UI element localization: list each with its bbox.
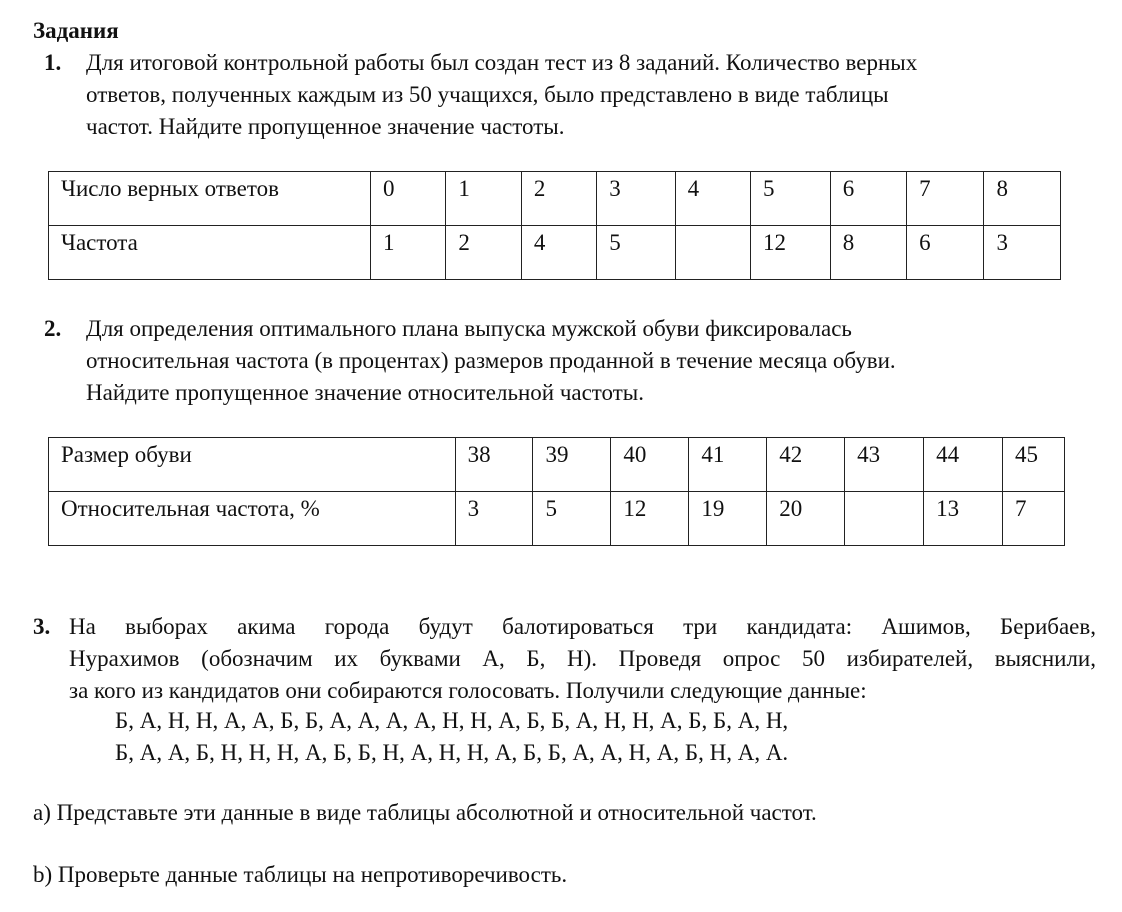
table-cell: 3	[984, 226, 1061, 280]
table-cell: 5	[751, 172, 831, 226]
task3-line-1: На выборах акима города будут балотироваться три кандидата: Ашимов, Берибаев,	[69, 614, 1096, 639]
table-cell: 7	[1003, 492, 1065, 546]
task3-data-line-1: Б, А, Н, Н, А, А, Б, Б, А, А, А, А, Н, Н, А, Б, Б, А, Н, Н, А, Б, Б, А, Н,	[115, 708, 789, 733]
answers-frequency-table	[48, 171, 1061, 280]
table-cell: 2	[446, 226, 521, 280]
task2-line-2: относительная частота (в процентах) размеров проданной в течение месяца обуви.	[86, 348, 896, 373]
table-cell-missing	[675, 226, 750, 280]
table-cell: Число верных ответов	[49, 172, 371, 226]
task1-line-1: Для итоговой контрольной работы был создан тест из 8 заданий. Количество верных	[86, 50, 918, 75]
table-cell: 12	[611, 492, 689, 546]
table-row	[49, 438, 1065, 492]
table-cell: 8	[830, 226, 906, 280]
table-cell: 4	[675, 172, 750, 226]
table-row	[49, 172, 1061, 226]
task3-line-2: Нурахимов (обозначим их буквами А, Б, Н). Проведя опрос 50 избирателей, выяснили,	[69, 646, 1096, 671]
table-cell: Относительная частота, %	[49, 492, 456, 546]
table-cell: 39	[533, 438, 611, 492]
table-cell: 12	[751, 226, 831, 280]
task2-line-1: Для определения оптимального плана выпуска мужской обуви фиксировалась	[86, 316, 852, 341]
table-cell: 42	[767, 438, 845, 492]
table-cell: 20	[767, 492, 845, 546]
task1-line-3: частот. Найдите пропущенное значение частоты.	[86, 114, 565, 139]
task1-number: 1.	[44, 50, 62, 75]
table-cell: 7	[907, 172, 984, 226]
table-cell: 1	[446, 172, 521, 226]
table-row	[49, 492, 1065, 546]
task3-data-line-2: Б, А, А, Б, Н, Н, Н, А, Б, Б, Н, А, Н, Н, А, Б, Б, А, А, Н, А, Б, Н, А, А.	[115, 740, 789, 765]
table-cell: 6	[830, 172, 906, 226]
table-row	[49, 226, 1061, 280]
table-cell: 44	[924, 438, 1003, 492]
page-title: Задания	[33, 18, 119, 43]
task2-line-3: Найдите пропущенное значение относительной частоты.	[86, 380, 644, 405]
table-cell: 38	[455, 438, 533, 492]
table-cell: 6	[907, 226, 984, 280]
table-cell: 0	[370, 172, 445, 226]
table-cell: 41	[689, 438, 767, 492]
shoe-size-table	[48, 437, 1065, 546]
table-cell: 1	[370, 226, 445, 280]
table-cell: 5	[533, 492, 611, 546]
task3-number: 3.	[33, 614, 51, 639]
task3-line-3: за кого из кандидатов они собираются голосовать. Получили следующие данные:	[69, 678, 867, 703]
task1-line-2: ответов, полученных каждым из 50 учащихся, было представлено в виде таблицы	[86, 82, 889, 107]
table-cell: Частота	[49, 226, 371, 280]
table-cell: 5	[597, 226, 675, 280]
table-cell: 19	[689, 492, 767, 546]
table-cell: 45	[1003, 438, 1065, 492]
table-cell: 40	[611, 438, 689, 492]
task3-part-a: a) Представьте эти данные в виде таблицы абсолютной и относительной частот.	[33, 800, 817, 825]
task3-part-b: b) Проверьте данные таблицы на непротиворечивость.	[33, 862, 568, 887]
table-cell: 2	[521, 172, 596, 226]
table-cell: 4	[521, 226, 596, 280]
table-cell: 43	[845, 438, 924, 492]
table-cell-missing	[845, 492, 924, 546]
table-cell: 13	[924, 492, 1003, 546]
table-cell: 3	[597, 172, 675, 226]
table-cell: Размер обуви	[49, 438, 456, 492]
table-cell: 8	[984, 172, 1061, 226]
table-cell: 3	[455, 492, 533, 546]
task2-number: 2.	[44, 316, 62, 341]
